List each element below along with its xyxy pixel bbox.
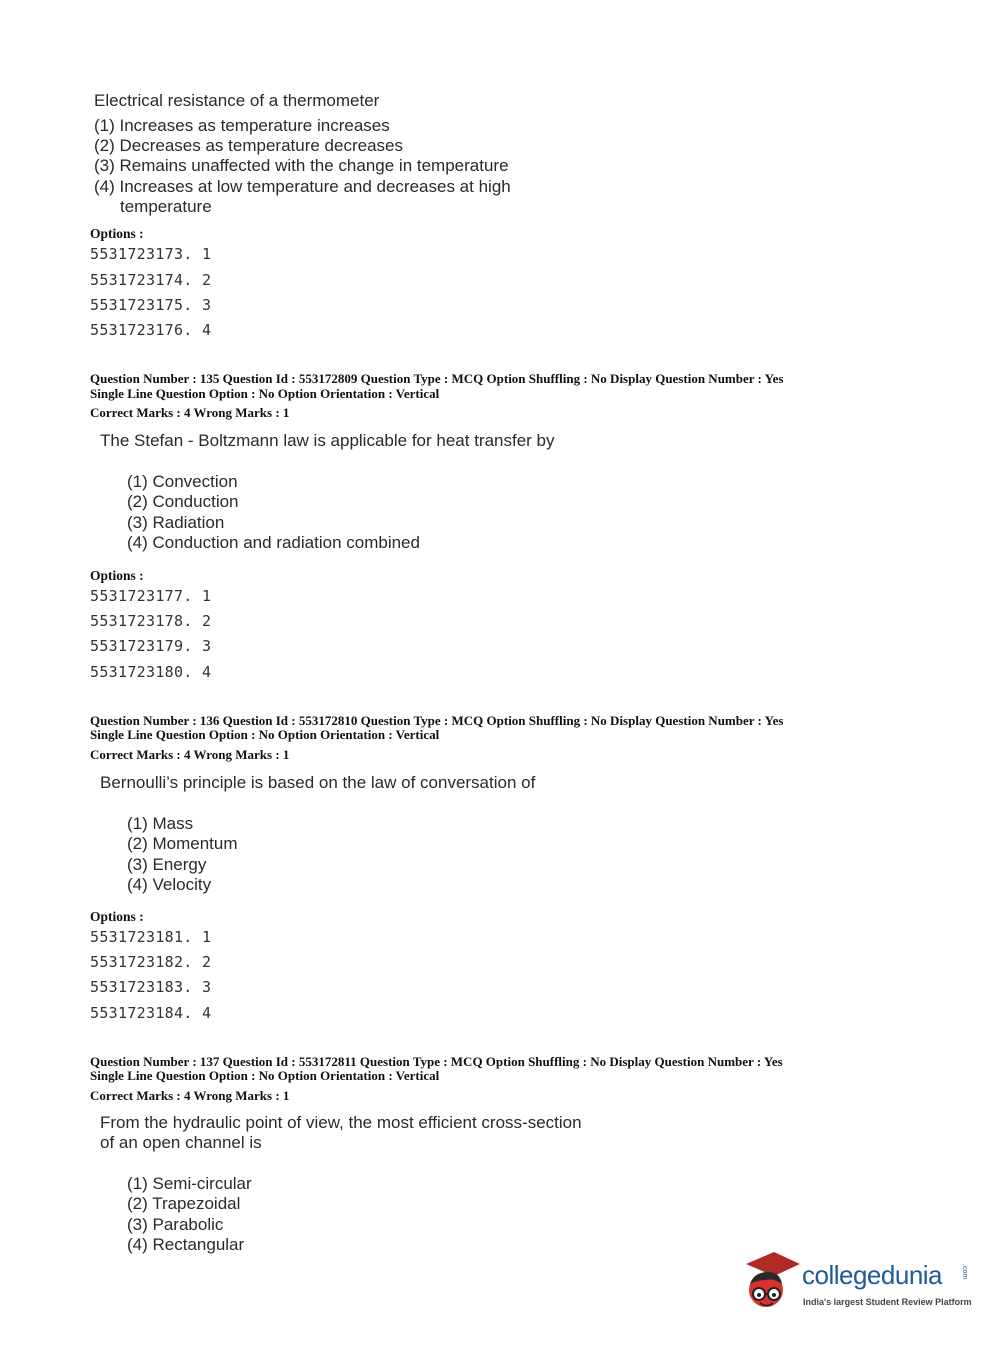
question-136-choice-4: (4) Velocity — [127, 875, 212, 894]
option-id: 5531723183. 3 — [90, 978, 212, 996]
question-136-choice-2: (2) Momentum — [127, 834, 238, 853]
logo-domain: .com — [961, 1264, 968, 1280]
question-136-choice-1: (1) Mass — [127, 814, 194, 833]
question-137-meta-2: Single Line Question Option : No Option Orientation : Vertical — [90, 1068, 440, 1083]
option-id: 5531723173. 1 — [90, 245, 212, 263]
question-136-text: Bernoulli’s principle is based on the law of conversation of — [100, 773, 536, 792]
question-134-text: Electrical resistance of a thermometer — [94, 91, 380, 110]
question-137-meta: Question Number : 137 Question Id : 553172811 Question Type : MCQ Option Shuffling : No Display Question Number : Yes — [90, 1054, 783, 1069]
question-136-choice-3: (3) Energy — [127, 855, 207, 874]
question-134-choice-4: (4) Increases at low temperature and decreases at high — [94, 177, 511, 196]
options-label: Options : — [90, 226, 144, 241]
option-id: 5531723177. 1 — [90, 587, 212, 605]
question-136-marks: Correct Marks : 4 Wrong Marks : 1 — [90, 747, 290, 762]
question-137-text-2: of an open channel is — [100, 1133, 262, 1152]
option-id: 5531723178. 2 — [90, 612, 212, 630]
question-135-choice-2: (2) Conduction — [127, 492, 239, 511]
question-137-choice-2: (2) Trapezoidal — [127, 1194, 241, 1213]
question-136-meta: Question Number : 136 Question Id : 553172810 Question Type : MCQ Option Shuffling : No Display Question Number : Yes — [90, 713, 784, 728]
option-id: 5531723174. 2 — [90, 271, 212, 289]
question-134-choice-1: (1) Increases as temperature increases — [94, 116, 390, 135]
question-135-choice-3: (3) Radiation — [127, 513, 225, 532]
logo-tagline: India's largest Student Review Platform — [803, 1297, 972, 1307]
question-135-meta-2: Single Line Question Option : No Option Orientation : Vertical — [90, 386, 440, 401]
question-135-choice-4: (4) Conduction and radiation combined — [127, 533, 420, 552]
question-137-choice-3: (3) Parabolic — [127, 1215, 224, 1234]
options-label: Options : — [90, 568, 144, 583]
option-id: 5531723184. 4 — [90, 1004, 212, 1022]
option-id: 5531723182. 2 — [90, 953, 212, 971]
question-135-text: The Stefan - Boltzmann law is applicable for heat transfer by — [100, 431, 555, 450]
option-id: 5531723179. 3 — [90, 637, 212, 655]
question-137-marks: Correct Marks : 4 Wrong Marks : 1 — [90, 1088, 290, 1103]
question-134-choice-2: (2) Decreases as temperature decreases — [94, 136, 403, 155]
question-135-marks: Correct Marks : 4 Wrong Marks : 1 — [90, 405, 290, 420]
question-136-meta-2: Single Line Question Option : No Option Orientation : Vertical — [90, 727, 440, 742]
option-id: 5531723180. 4 — [90, 663, 212, 681]
collegedunia-logo[interactable] — [740, 1250, 980, 1320]
options-label: Options : — [90, 909, 144, 924]
question-134-choice-4-continued: temperature — [120, 197, 212, 216]
question-137-choice-4: (4) Rectangular — [127, 1235, 245, 1254]
option-id: 5531723176. 4 — [90, 321, 212, 339]
question-135-meta: Question Number : 135 Question Id : 553172809 Question Type : MCQ Option Shuffling : No Display Question Number : Yes — [90, 371, 784, 386]
option-id: 5531723181. 1 — [90, 928, 212, 946]
logo-wordmark: collegedunia — [802, 1260, 943, 1290]
question-134-choice-3: (3) Remains unaffected with the change in temperature — [94, 156, 509, 175]
mascot-icon — [740, 1250, 802, 1320]
question-135-choice-1: (1) Convection — [127, 472, 238, 491]
question-137-text: From the hydraulic point of view, the most efficient cross-section — [100, 1113, 582, 1132]
option-id: 5531723175. 3 — [90, 296, 212, 314]
question-137-choice-1: (1) Semi-circular — [127, 1174, 252, 1193]
